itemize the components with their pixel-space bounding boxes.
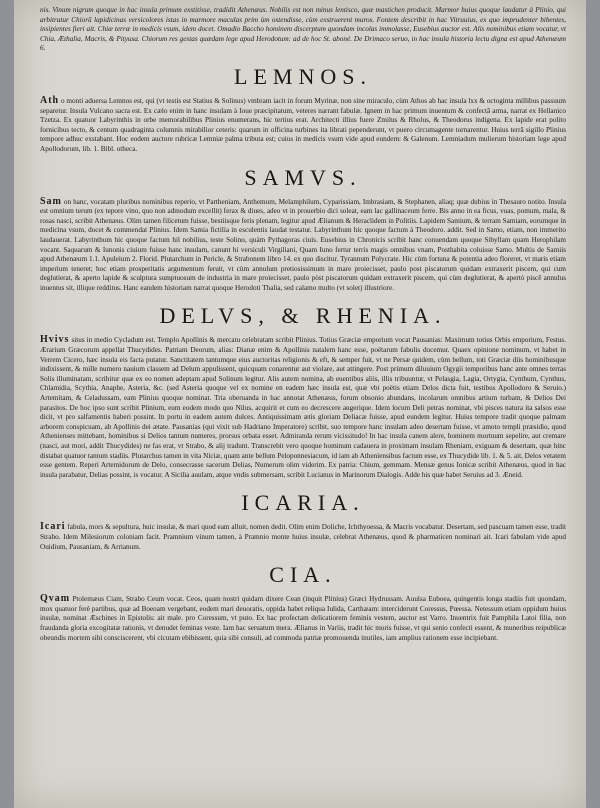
heading-lemnos: LEMNOS. xyxy=(234,63,372,89)
heading-delus-rhenia: DELVS, & RHENIA. xyxy=(159,303,447,329)
text-delus: situs in medio Cycladum est. Templo Apollinis & mercatu celebratam scribit Plinius. Totius Græciæ emporium vocat Pausanias: Maximum totius Orbis emporium, Festus. Ærarium Græcorum appellat Thucydides. Patriam Deorum, alias: Dianæ enim & Apollinis natalem hanc esse, poëtarum fabulis docemur. Quaex opinione nominum, vt habet in Verrem Cicero, hæc insula eis facta putatur. Sanctitatem tantumque eius auctoritas religionis & eft, & semper fuit, vt ne Persæ quidem, cùm bellum, toti Græciæ diis hominibusque indixissent, & mille numero nauium classem ad Delum appulissent, quicquam conarentur aut violare, aut attingere. Post primum diluuium Ogygii temporibus hanc ante omnes terras Solis illuminatam, scribitur quæ ex eo nomen adeptam apud Solinum legitur. Alis autem nomina, ab euentibus aliis, illis tribuuntur, vt Pelasgia, Lagia, Ortygia, Cynthum, Cynthus, Chlamidia, Scythia, Anaphe, Asteria, &c. (sed Asteria quoque vel ex nomine en eadem hæc insula est, quæ vbi poëtis etiam Delos dicta fuit, testibus Apollodoro & Seruio.) Artemitam, & Celadussam, eam Plinius quoque nominat. Tria oberuanda in hac annotat Athenæus, forum obsonio abundans, incolarum omnibus artium turbam, & Delios Dei parasitos. De hoc ipso sunt scribit Plinium, eum eodem modo quo Nilus, acquirit et cum eo decrescere augerique. Idem locum Deli petras nominat, vbi pisces natura ita salsos esse dicit, vt pro salfamentis haberi possint. In portu in eadem autem dulces. Antiquissimam ætis gloriam Deliacæ fuisse, apud eundem legitur. Huius tempore tradit quoque palmam arborem conspicuam, ab Apollinis dei ætate. Pausanias (qui vixit sub Hadriano Imperatore) scribit, suo tempore hanc insulam adeo desertam fuisse, vt amoto templi præsidio, quod Athenienses mittebant, hominibus si Delios tantum numeres, prorsus orbata esset. Admiranda rerum vicissitudo! In hac insula canem alere, hominem mortuum sepelire, aut cremare (nasci, aut mori, addit Thucydides) ne fas erat, vt Strabo, & alij tradunt. Transcrebit vero quoque hominum cadauera in proximam insulam Rheniam, exiguam & desertam, quæ hinc distabat quatuor tantum stadiis. Plutarchus tamen in vita Niciæ, quam ante bellum Peloponnesiacum, id iam ab Atheniensibus factum esse, ex Thucydide lib. 1. & 5. ait, Delos vetatem esse gentem. Reperi Artemidorum de Delo, consecrasse sacerum Delias, Numerum olim viderim. Ex patria: Chium, gemmam. Mensæ genus Ionicæ scribit Athenæus, quod in hac insula parabatur, Delias possint, is vocatur. A Sicilia auulam, atque vndis submersam, scribit Lucianus in Marinorum Dialogis. Adde his quæ habet Seruius ad 3. Æneid. xyxy=(40,336,567,479)
paragraph-delus xyxy=(40,335,566,480)
heading-cia: CIA. xyxy=(269,562,337,588)
text-lemnos: o monti aduersa Lemnos est, qui (vt testis est Statius & Solinus) vmbram iacit in forum Myrinæ, non sine miraculo, cùm Athos ab hac insula lxx & octoginta millibus passuum separetur. Insula Vulcano sacra est. Ex cælo enim in hanc insulam à Ioue præcipitatum, veteres narrant fabulæ. Ignem in hac primum inuentum & confectā arma, narrat ex Hellanico Tzetza. Ex quatuor Labyrinthis in orbe memorabilibus Plinius enumerans, hic tertius erat. Architecti illius fuere Zmilus & Rholus, & Theodorus indigena. Ex lapide erat polito fornicibus tecto, & centum quadraginta columnis mirabilior ceteris: quarum in officina turbines ita librati pependerunt, vt puero circumagente tornarentur. Huius terrā sigillo Plinius tempore adhuc exstabant. Hoc eodem auctore rubricæ Lemniæ palma tributa est; cuius in medicis vsum vide apud eundem: & Galenum. Lemniadum mulierum historiam lege apud Apollodorum, lib. 1. Bibl. otheca. xyxy=(40,96,567,153)
initial-samus: Sam xyxy=(40,195,62,207)
initial-lemnos: Ath xyxy=(40,94,60,106)
paragraph-icaria xyxy=(40,522,566,552)
paragraph-cia xyxy=(40,594,566,643)
paragraph-lemnos xyxy=(40,96,566,155)
initial-icaria: Icari xyxy=(40,521,66,533)
book-page xyxy=(14,0,586,808)
intro-paragraph: nis. Vinum nigrum quoque in hac insula primum exstitisse, tradidit Athenæus. Nobilis est non minus lentisco, quæ mastichen producit. Marmor huius quoque laudatur à Plinio, qui arbitratur Chiorū lapidicinas versicolores istas in marmore maculas prim ùm ostendisse, cùm exstruerent muros. Fontem describit in hac Vitruuius, ex quo imprudenter bibentes, insipientes fieri ait. Chiæ terræ in medicis vsum, idem docet. Omadio Baccho hominem discerptum quondam incolas immolasse, Eusebius auctor est. Alis nominibus etiam vocatur, vt Chia, Æthalia, Macris, & Pityusa. Chiorum res gestas quædam lege apud Herodotum: ad de hoc St. aboné. De Drimaco seruo, in hac insula historia lectu digna est apud Athenæum 6. xyxy=(40,6,566,53)
text-cia: Ptolemæus Ciam, Strabo Ceum vocat. Ceos, quam nostri quidam dixere Cean (inquit Plinius) Græci Hydrussam. Auulsa Euboea, quingentis longa stadiis fuit quondam, mox quatuor ferè partibus, quæ ad Boeoam vergebant, eodem mari deuoratis, oppida habet reliqua Iulida, Carthæam: interciderunt Coressus, Pœessa. Netessum etiam oppidum huius insulæ, nominat Æschines in Epistolis: ait male. pro Coressum, vt puto. Ex hac profectam delicatiorem feminis vestem, auctor est Varro. Inuentrix fuit Pamphila Latoi filia, non fraudanda gloria excogitatæ rationis, vt denudet feminas veste. Iam hac seruatum mera. Ælianus in Variis, tradit hic moris fuisse, vt qui senio confecti essent, & muneribus reipublicæ obeundis mortem sibi consciscerent, vbi cicutam ebibissent, quia sibi consuli, ad commoda patriæ promouenda inutiles, iam amplius rationem esse incipiebant. xyxy=(40,595,566,642)
paragraph-samus xyxy=(40,197,566,294)
initial-cia: Qvam xyxy=(40,593,71,605)
heading-samus: SAMVS. xyxy=(244,164,362,190)
text-samus: on hanc, vocatam pluribus nominibus reperio, vt Partheniam, Anthemum, Melamphilum, Cyparissiam, Imbrasiam, & Stephanen, aliaq; quæ dubius in Thesauro notito. Insula est omnium terum (ex tepore vino, quo non admodum excellit) ferax & diues, adeo vt in prouerbio dici soleat, eam lac gallinaceum ferre. Bis anno in ea ficus, vuas, pomum, mala, & rosas nasci, scribit Athenæus. Olim tamen filicetum fuisse, bestiisque feris plenam, legitur apud Ælianum & Heraclidem in Politiis. Lapidem Samium, & terram Samiam, eorumque in medicina vsum, docet & commendat Plinius. Idem Samia fictilia in esculentis laudat testatur. Labyrinthum hic quoque factum à Theodoro. addit. Sed in Samo, etiam, non immerito laudauerat. Labyrinthum hic quoque factum hil nobilius, teste Solino, quàm Pythagoras ciuis. Eusebius in Chronicis scribit hanc conuendam quoque Sibyllam quam Herophilam vocant. Saquarum & Iunonis ciuium fuisse hanc insulam, canunt hi versiculi Virgiliani, Quam Iuno fertur terris magis omnibus vnam, Posthabita coluisse Samo. Multis de Samiis apud Athenæum 1.1. Apuleium 2. Florid. Plutarchum in Pericle, & Strabonem libro 14. ex quo discitur. Tyrannum Polycrate. Hic cùm fortuna & potentia adeo floreret, vt maris etiam imperium teneret; hoc etiam prosperitatis argumentum feruit, vt cùm annulum pretiosissimum in mare proiecisset, paulo post piscatorum quidam extraxerit piscem, qui cum deglutierat, & aperto lapide & sculptura sumptuosum de industria in mare proiecisset, paulo pòst piscatorum quidam extraxerit piscem, qui cùm deglutierat, & apertò piscē annulus inuentus sit, illique redditus. Hanc eandem historiam narrat quoque Herodoti Thalia, sed calamo multo (vt solet) illustriore. xyxy=(40,197,567,292)
heading-icaria: ICARIA. xyxy=(241,490,365,516)
initial-delus: Hvivs xyxy=(40,334,70,346)
text-icaria: fabula, mors & sepultura, huic insulæ, & mari quod eam alluit, nomen dedit. Olim enim Doliche, Ichthyoessa, & Macris vocabatur. Desertam, sed pascuam tamen esse, tradit Strabo. Idem Milesiorum coloniam facit. Pramnium vinum tamen, à Pramnio monte huius insulæ, celebrat Athenæus, quod & pharmaticen nominari ait. Icari fabulam vide apud Ouidium, Pausaniam, & Arrianum. xyxy=(40,523,566,551)
page-content xyxy=(40,6,566,643)
